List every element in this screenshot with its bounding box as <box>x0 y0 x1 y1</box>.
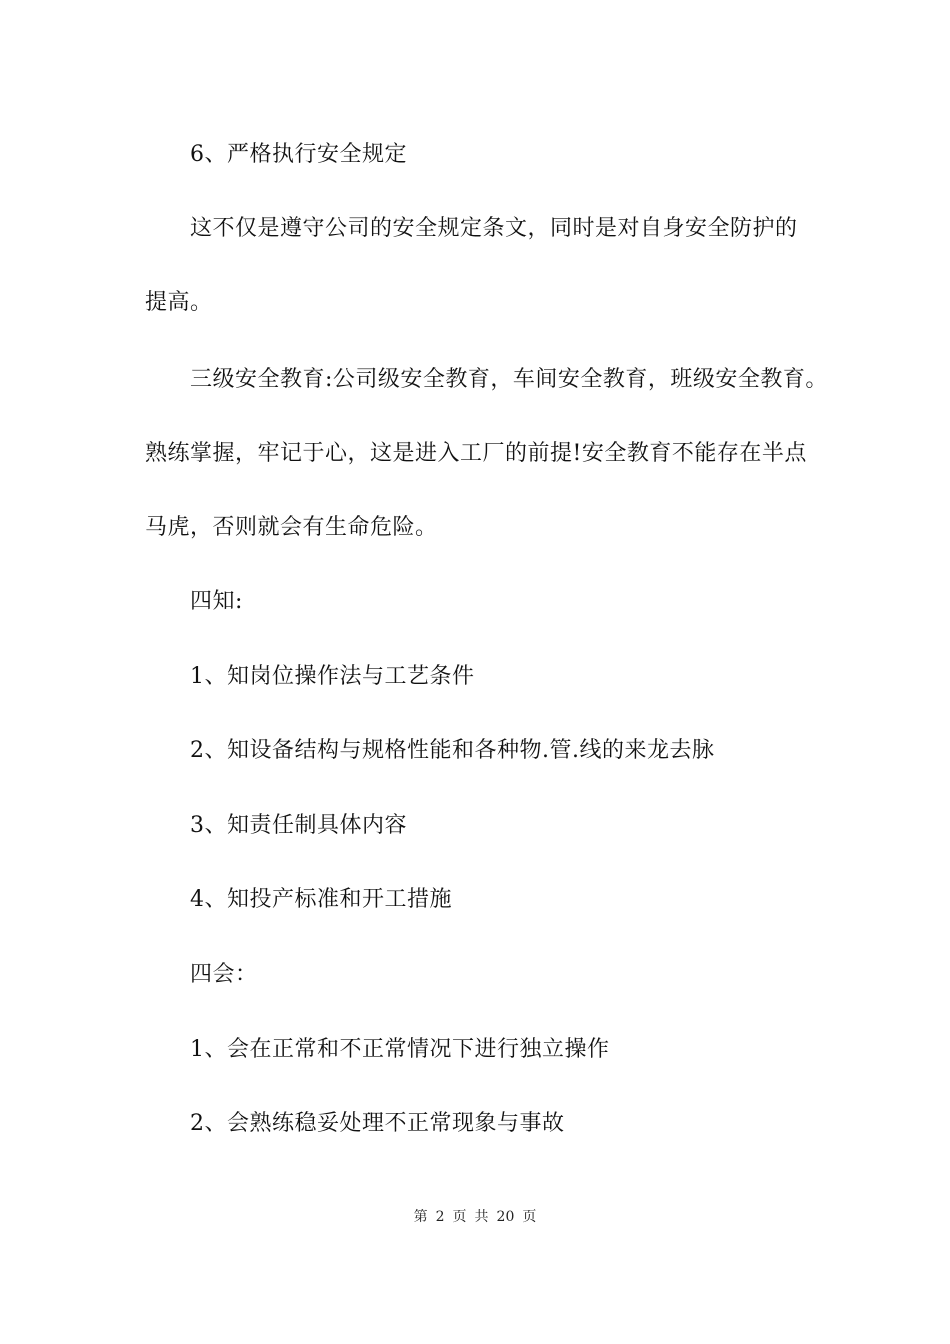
heading-four-knows: 四知: <box>190 589 243 614</box>
list-item: 4、知投产标准和开工措施 <box>190 887 452 912</box>
list-item: 2、知设备结构与规格性能和各种物.管.线的来龙去脉 <box>190 738 715 763</box>
list-item: 2、会熟练稳妥处理不正常现象与事故 <box>190 1111 565 1136</box>
paragraph-line: 马虎，否则就会有生命危险。 <box>145 515 438 540</box>
heading-four-cans: 四会： <box>190 962 258 987</box>
total-pages-number: 20 <box>496 1209 515 1225</box>
heading-strict-safety-rules: 6、严格执行安全规定 <box>190 142 407 167</box>
list-item: 1、会在正常和不正常情况下进行独立操作 <box>190 1037 610 1062</box>
list-item: 3、知责任制具体内容 <box>190 813 407 838</box>
footer-prefix: 第 <box>413 1209 428 1225</box>
current-page-number: 2 <box>435 1209 445 1225</box>
paragraph-line: 这不仅是遵守公司的安全规定条文，同时是对自身安全防护的 <box>190 216 798 241</box>
paragraph-line: 三级安全教育:公司级安全教育，车间安全教育，班级安全教育。 <box>190 367 828 392</box>
page-footer <box>0 1208 950 1226</box>
paragraph-line: 提高。 <box>145 290 213 315</box>
footer-suffix: 页 <box>522 1209 537 1225</box>
list-item: 1、知岗位操作法与工艺条件 <box>190 664 475 689</box>
footer-total-prefix: 共 <box>474 1209 489 1225</box>
footer-page-word: 页 <box>452 1209 467 1225</box>
paragraph-line: 熟练掌握，牢记于心，这是进入工厂的前提!安全教育不能存在半点 <box>145 441 807 466</box>
